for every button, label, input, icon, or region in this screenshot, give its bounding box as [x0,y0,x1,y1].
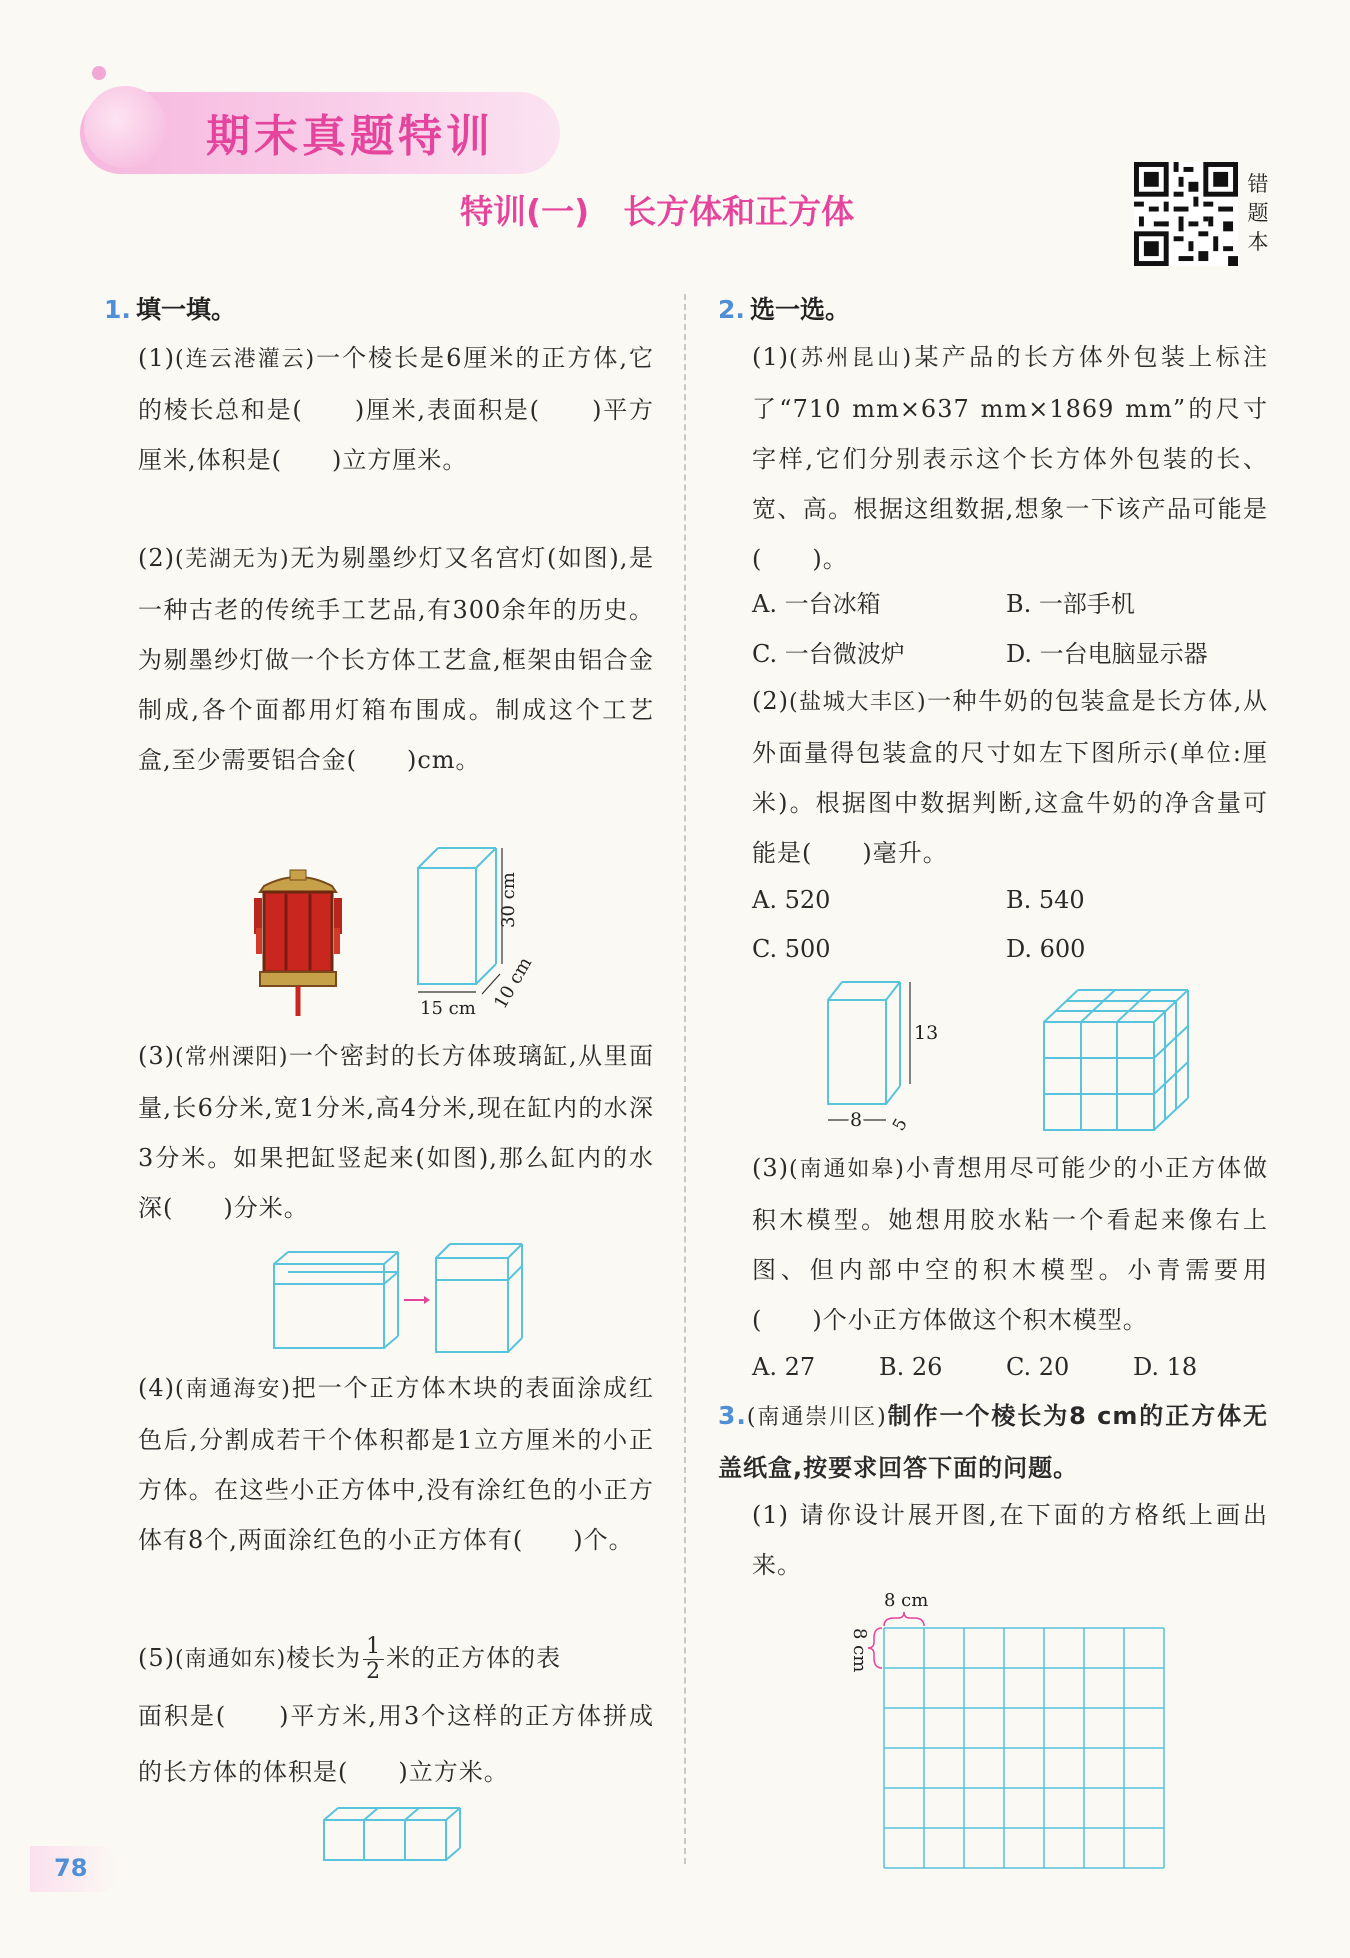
q1-part3 [138,1031,654,1233]
grid-top-label: 8 cm [884,1590,929,1611]
page-number: 78 [54,1854,88,1882]
part-text: 一个密封的长方体玻璃缸,从里面量,长6分米,宽1分米,高4分米,现在缸内的水深3分米。如果把缸竖起来(如图),那么缸内的水深( )分米。 [138,1042,654,1222]
part-lead: (2) [752,687,789,715]
part-text: 把一个正方体木块的表面涂成红色后,分割成若干个体积都是1立方厘米的小正方体。在这些小正方体中,没有涂红色的小正方体有8个,两面涂红色的小正方体有( )个。 [138,1374,654,1554]
fraction-one-half [363,1635,384,1684]
q2p1-option-a[interactable]: A. 一台冰箱 [752,590,881,618]
source-tag: (南通崇川区) [746,1405,887,1430]
palace-lantern-illustration [250,868,346,1018]
qr-label-char: 本 [1247,230,1269,254]
q2p3-option-a[interactable]: A. 27 [752,1353,816,1381]
q1-title: 填一填。 [136,295,237,324]
part-text: 小青想用尽可能少的小正方体做积木模型。她想用胶水粘一个看起来像右上图、但内部中空的积木模型。小青需要用( )个小正方体做这个积木模型。 [752,1154,1268,1334]
part-lead: (1) [752,343,789,371]
q1-part4 [138,1363,654,1565]
part-lead: (2) [138,544,175,572]
part-text: 面积是( )平方米,用3个这样的正方体拼成的长方体的体积是( )立方米。 [138,1702,654,1786]
banner-title: 期末真题特训 [206,111,494,162]
q1-part5 [138,1630,654,1800]
q1-part2 [138,533,654,785]
q2p2-option-a[interactable]: A. 520 [752,886,831,914]
qr-label [1246,170,1270,257]
source-tag: (常州溧阳) [175,1045,289,1070]
glass-tank-figure [268,1236,530,1356]
q2p2-option-d[interactable]: D. 600 [1006,935,1086,963]
section-label: 特训(一) [460,192,590,231]
q3-heading [718,1391,1268,1493]
source-tag: (盐城大丰区) [789,690,927,715]
part-lead: (3) [138,1042,175,1070]
decor-dot [92,66,106,80]
dim-height-label: 30 cm [498,872,519,928]
fraction-numerator: 1 [363,1635,384,1660]
fraction-denominator: 2 [366,1659,382,1684]
part-lead: (3) [752,1154,789,1182]
q2-number: 2. [718,295,745,324]
part-text: 一个棱长是6厘米的正方体,它的棱长总和是( )厘米,表面积是( )平方厘米,体积是( )立方厘米。 [138,344,654,474]
q2p1-option-b[interactable]: B. 一部手机 [1006,590,1135,618]
qr-code-icon[interactable] [1134,162,1238,266]
q3-number: 3. [718,1401,747,1430]
q1-part1 [138,333,654,485]
section-topic: 长方体和正方体 [623,192,855,231]
q2-heading [718,290,850,326]
dim-length-label: 8 [850,1109,863,1131]
q2p2-option-b[interactable]: B. 540 [1006,886,1085,914]
q2-part2 [752,676,1268,878]
part-text: 一种牛奶的包装盒是长方体,从外面量得包装盒的尺寸如左下图所示(单位:厘米)。根据图中数据判断,这盒牛奶的净含量可能是( )毫升。 [752,687,1268,867]
part-text: (1) 请你设计展开图,在下面的方格纸上画出来。 [752,1501,1268,1579]
part-text: 棱长为 [286,1644,362,1672]
cube-model-figure [1040,988,1192,1134]
q3-part1 [752,1490,1268,1590]
three-cubes-figure [322,1806,470,1864]
source-tag: (南通如东) [175,1647,287,1672]
grid-side-label: 8 cm [849,1628,870,1673]
qr-label-char: 题 [1247,201,1269,225]
part-text: 无为剔墨纱灯又名宫灯(如图),是一种古老的传统手工艺品,有300余年的历史。为剔墨纱灯做一个长方体工艺盒,框架由铝合金制成,各个面都用灯箱布围成。制成这个工艺盒,至少需要铝合金( )cm。 [138,544,655,774]
source-tag: (南通海安) [175,1377,291,1402]
source-tag: (连云港灌云) [175,347,316,372]
column-divider [684,294,686,1864]
qr-label-char: 错 [1247,172,1269,196]
part-lead: (1) [138,344,175,372]
milk-box-figure [818,976,938,1136]
part-lead: (5) [138,1644,175,1672]
part-text: 某产品的长方体外包装上标注了“710 mm×637 mm×1869 mm”的尺寸字样,它们分别表示这个长方体外包装的长、宽、高。根据这组数据,想象一下该产品可能是( )。 [752,343,1269,573]
q2p2-option-c[interactable]: C. 500 [752,935,831,963]
dim-height-label: 13 [914,1022,938,1044]
decor-bubble-icon [84,86,166,168]
q2-part1 [752,332,1268,584]
section-title [460,186,854,233]
q2p3-option-d[interactable]: D. 18 [1133,1353,1198,1381]
q3-title: 制作一个棱长为8 cm的正方体无盖纸盒,按要求回答下面的问题。 [718,1402,1268,1482]
q2p1-option-c[interactable]: C. 一台微波炉 [752,640,905,668]
q2p1-option-d[interactable]: D. 一台电脑显示器 [1006,640,1208,668]
q2-part3 [752,1143,1268,1345]
cuboid-figure-lantern-box [398,842,548,1018]
part-lead: (4) [138,1374,175,1402]
q2-title: 选一选。 [750,295,851,324]
source-tag: (南通如皋) [789,1157,905,1182]
dim-width-label: 5 [889,1115,912,1135]
grid-paper[interactable] [846,1588,1166,1878]
q1-number: 1. [104,295,131,324]
dim-length-label: 15 cm [420,998,476,1018]
dim-width-label: 10 cm [490,953,537,1013]
part-text: 米的正方体的表 [386,1644,562,1672]
q2p3-option-c[interactable]: C. 20 [1006,1353,1070,1381]
source-tag: (苏州昆山) [789,346,913,371]
source-tag: (芜湖无为) [175,547,290,572]
q2p3-option-b[interactable]: B. 26 [879,1353,943,1381]
q1-heading [104,290,236,326]
